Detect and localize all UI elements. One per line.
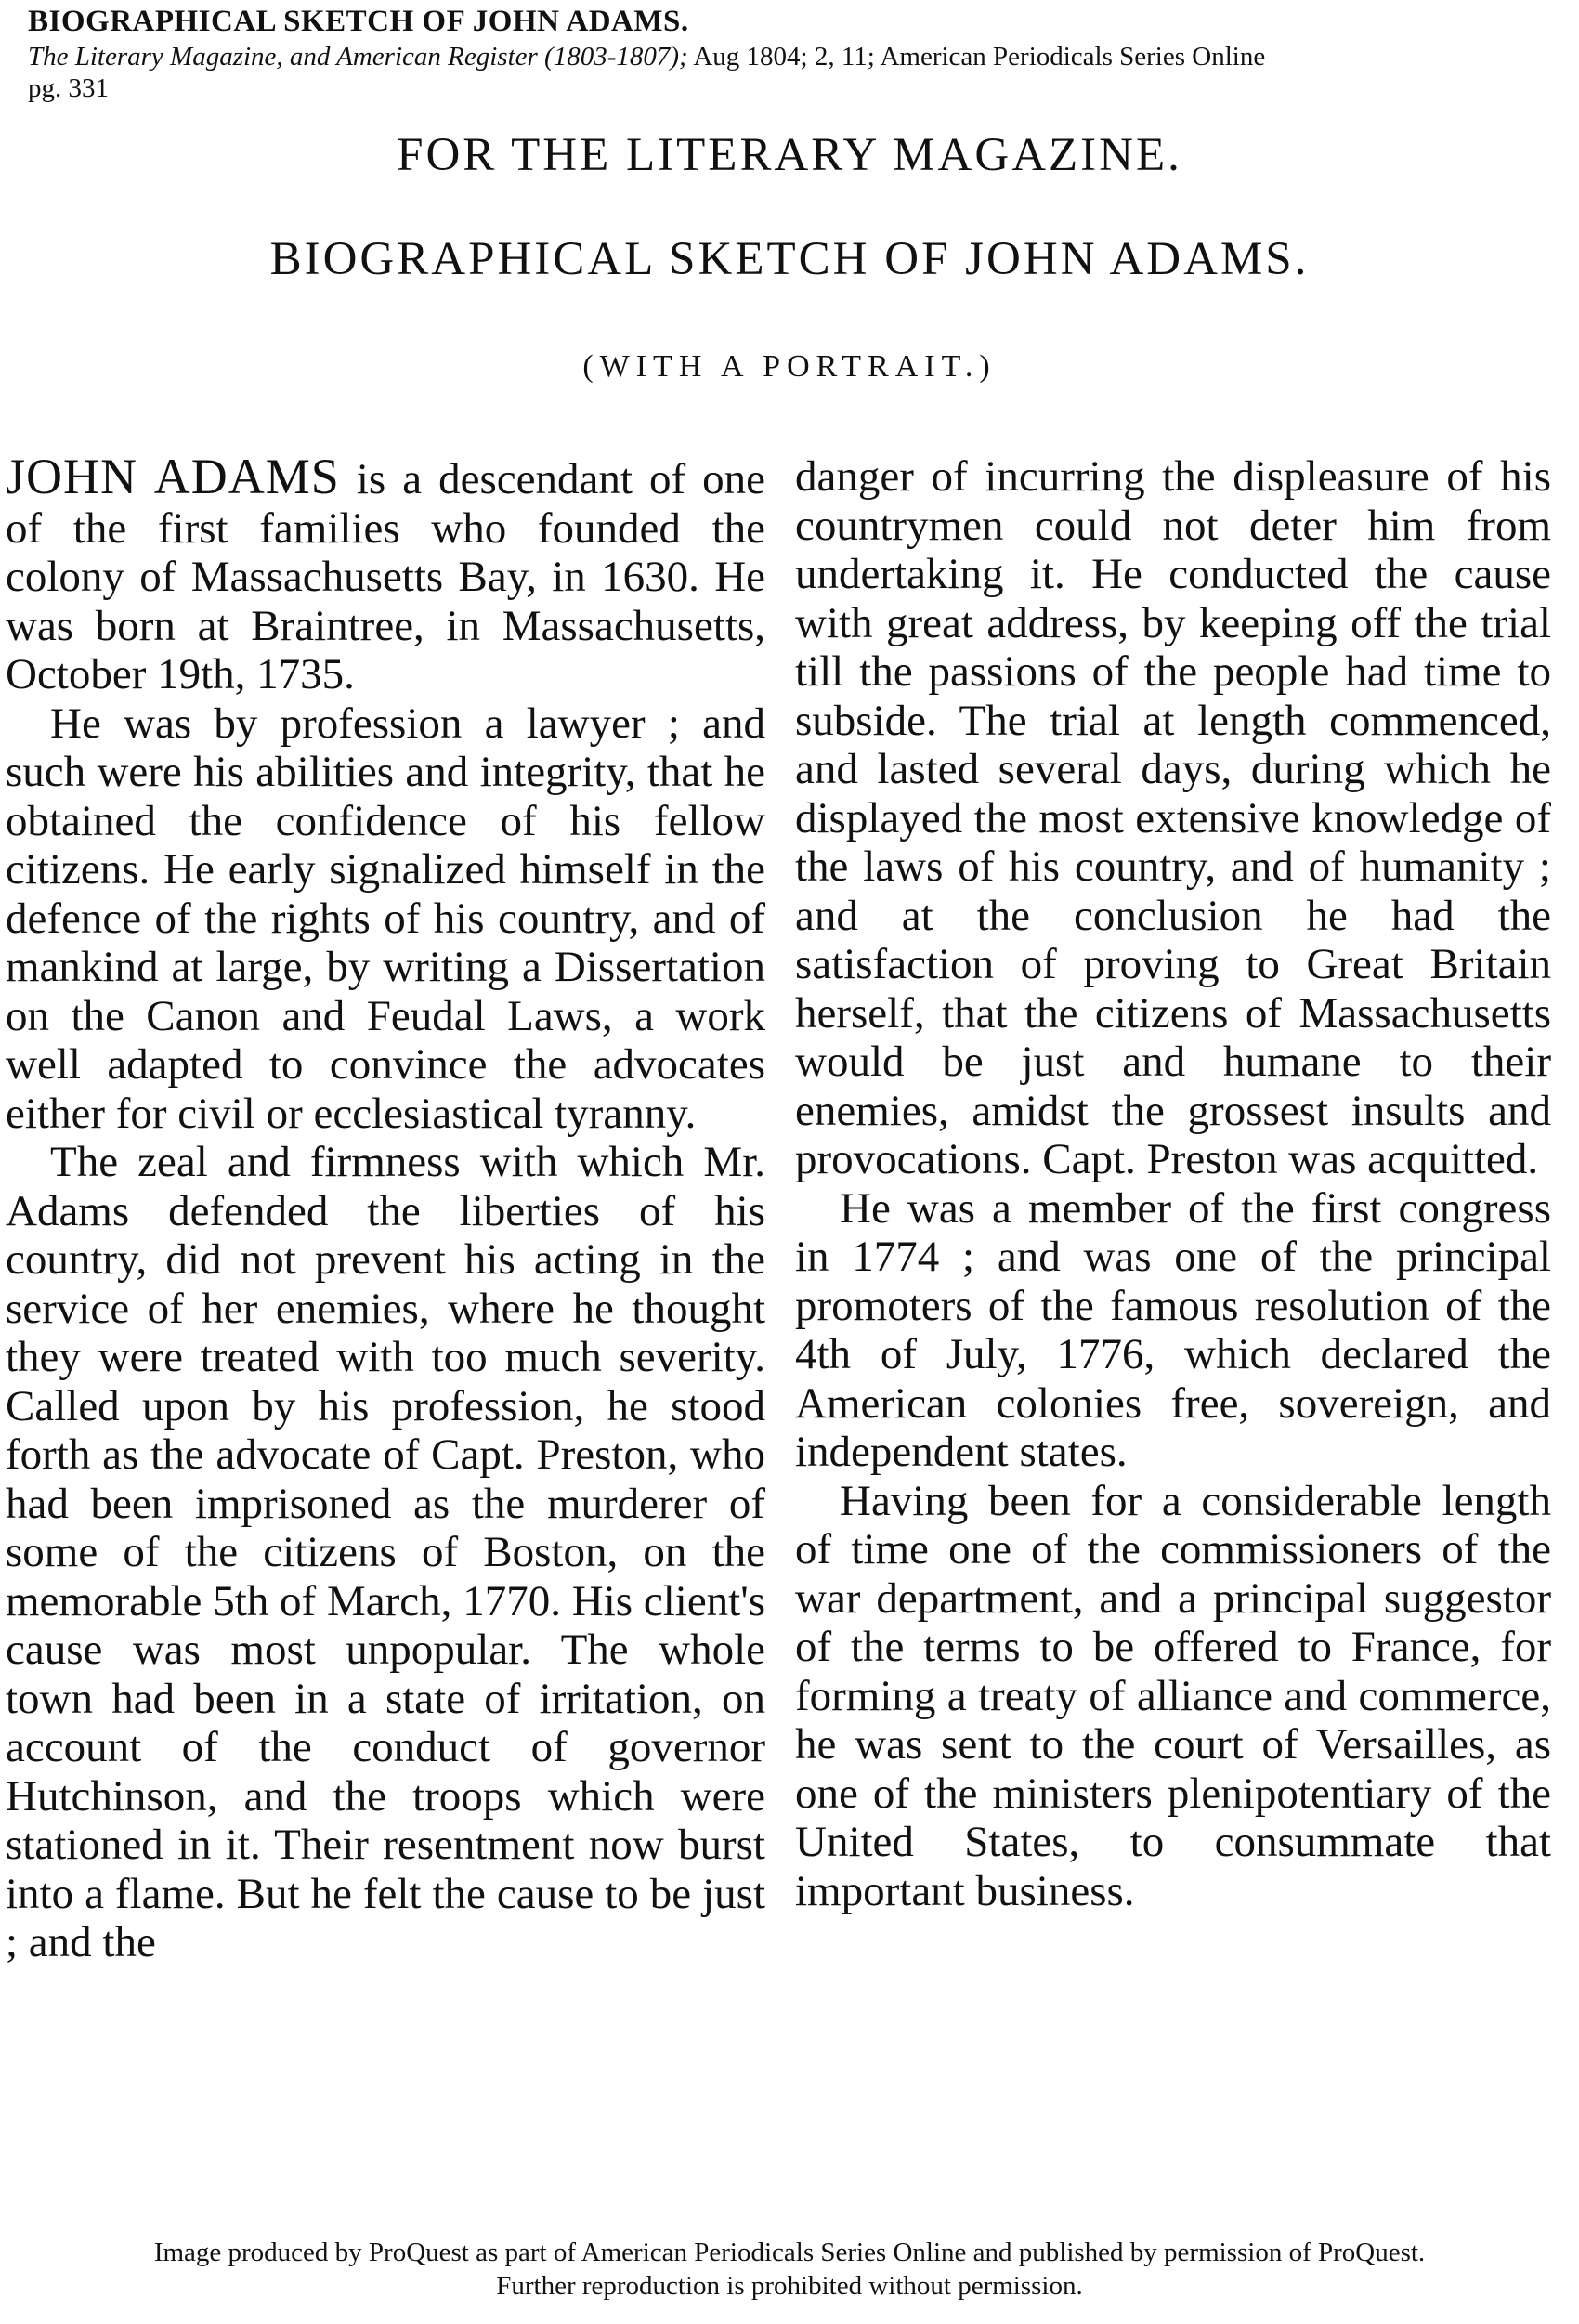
citation-source xyxy=(28,41,1551,72)
paragraph-text: is a descendant of one of the first families who founded the colony of Massachusetts Bay, in 1630. He was born at Braintree, in Massachusetts, October 19th, 1735. xyxy=(6,455,765,699)
paragraph: The zeal and firmness with which Mr. Adams defended the liberties of his country, did not prevent his acting in the service of her enemies, where he thought they were treated with too much severity. Called upon by his profession, he stood forth as the advocate of Capt. Preston, who had been imprisoned as the murderer of some of the citizens of Boston, on the memorable 5th of March, 1770. His client's cause was most unpopular. The whole town had been in a state of irritation, on account of the conduct of governor Hutchinson, and the troops which were stationed in it. Their resentment now burst into a flame. But he felt the cause to be just ; and the xyxy=(6,1138,765,1966)
portrait-note: (WITH A PORTRAIT.) xyxy=(582,349,997,384)
paragraph: danger of incurring the displeasure of his countrymen could not deter him from undertaking it. He conducted the cause with great address, by keeping off the trial till the passions of the people had time to subside. The trial at length commenced, and lasted several days, during which he displayed the most extensive knowledge of the laws of his country, and of humanity ; and at the conclusion he had the satisfaction of proving to Great Britain herself, that the citizens of Massachusetts would be just and humane to their enemies, amidst the grossest insults and provocations. Capt. Preston was acquitted. xyxy=(795,452,1551,1183)
citation-header xyxy=(28,2,1551,104)
citation-title: BIOGRAPHICAL SKETCH OF JOHN ADAMS. xyxy=(28,5,689,38)
article-column-right xyxy=(795,452,1551,1915)
article-title: BIOGRAPHICAL SKETCH OF JOHN ADAMS. xyxy=(269,233,1310,285)
article-column-left xyxy=(6,449,765,1967)
lead-name: JOHN ADAMS xyxy=(6,449,340,504)
paragraph xyxy=(6,449,765,699)
paragraph: He was a member of the first congress in 1774 ; and was one of the principal promoters of the famous resolution of the 4th of July, 1776, which declared the American colonies free, sovereign, and independent states. xyxy=(795,1183,1551,1476)
footer-line: Further reproduction is prohibited without permission. xyxy=(496,2271,1083,2301)
copyright-footer xyxy=(0,2236,1579,2303)
magazine-masthead: FOR THE LITERARY MAGAZINE. xyxy=(397,129,1182,181)
citation-page: pg. 331 xyxy=(28,73,109,103)
citation-details: Aug 1804; 2, 11; American Periodicals Series Online xyxy=(687,42,1266,72)
paragraph: He was by profession a lawyer ; and such were his abilities and integrity, that he obtained the confidence of his fellow citizens. He early signalized himself in the defence of the rights of his country, and of mankind at large, by writing a Dissertation on the Canon and Feudal Laws, a work well adapted to convince the advocates either for civil or ecclesiastical tyranny. xyxy=(6,699,765,1138)
citation-publication: The Literary Magazine, and American Register (1803-1807); xyxy=(28,42,688,72)
paragraph: Having been for a considerable length of time one of the commissioners of the war department, and a principal suggestor of the terms to be offered to France, for forming a treaty of alliance and commerce, he was sent to the court of Versailles, as one of the ministers plenipotentiary of the United States, to consummate that important business. xyxy=(795,1476,1551,1915)
footer-line: Image produced by ProQuest as part of American Periodicals Series Online and published by permission of ProQuest. xyxy=(153,2238,1426,2267)
